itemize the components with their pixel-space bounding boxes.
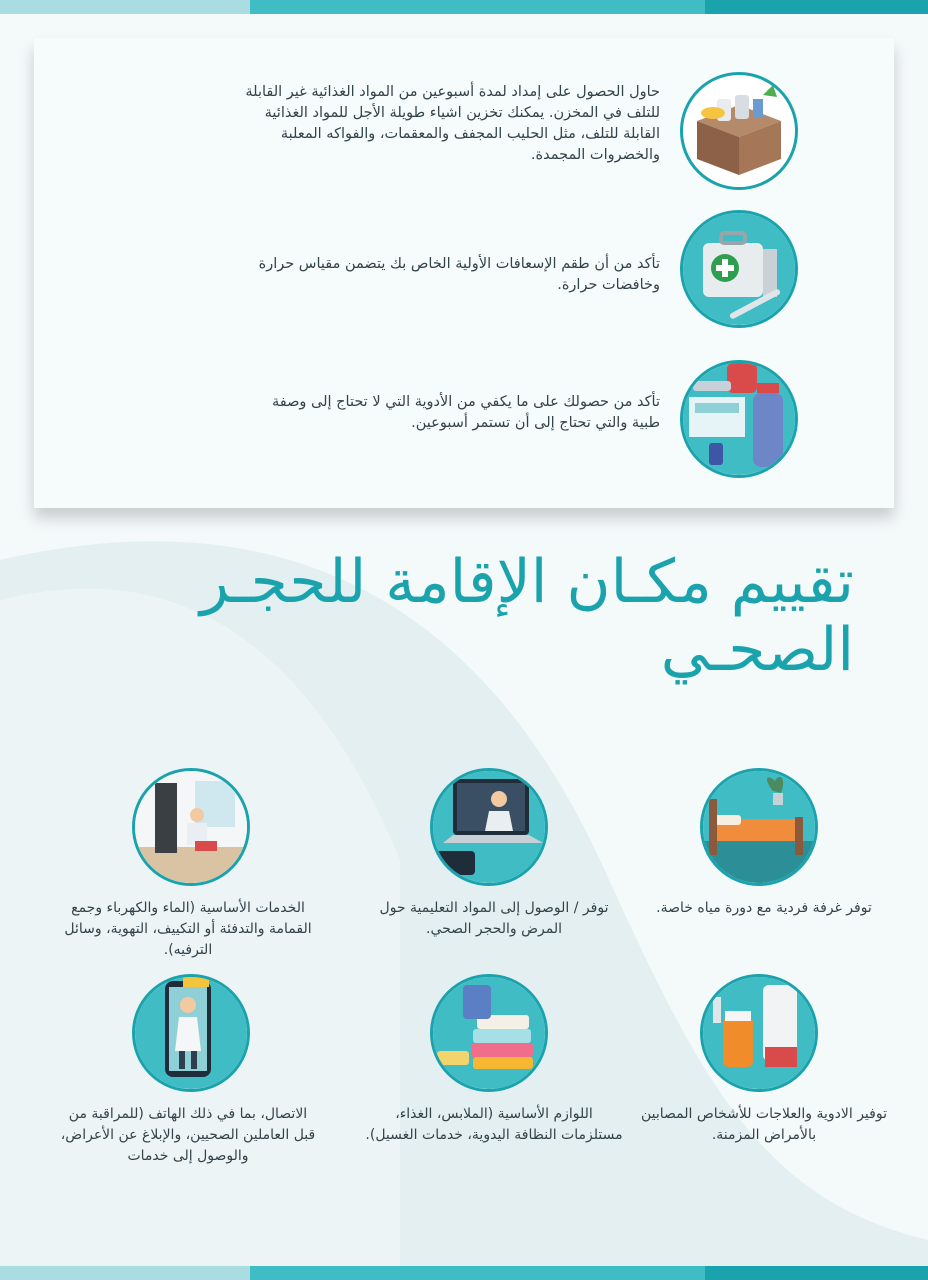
laptop-doctor-icon <box>430 768 548 886</box>
tip-text: تأكد من أن طقم الإسعافات الأولية الخاص بك يتضمن مقياس حرارة وخافضات حرارة. <box>258 256 660 293</box>
phone-doctor-icon <box>132 974 250 1092</box>
medicine-icon <box>680 360 798 478</box>
supplies-icon <box>430 974 548 1092</box>
tip-text: تأكد من حصولك على ما يكفي من الأدوية التي لا تحتاج إلى وصفة طبية والتي تحتاج إلى أن تستمر أسبوعين. <box>272 394 660 431</box>
tips-card <box>34 38 894 508</box>
bottom-stripe <box>0 1266 928 1280</box>
tip-text: حاول الحصول على إمداد لمدة أسبوعين من المواد الغذائية غير القابلة للتلف في المخزن. يمكنك تخزين اشياء طويلة الأجل للمواد الغذائية القابلة للتلف، مثل الحليب المجفف والمعقمات، والفواكه المعلبة والخضروات المجمدة. <box>245 84 660 163</box>
grocery-box-icon <box>680 72 798 190</box>
feature-text: توفير الادوية والعلاجات للأشخاص المصابين بالأمراض المزمنة. <box>641 1106 887 1143</box>
tip-medicine <box>34 360 894 490</box>
feature-text: توفر غرفة فردية مع دورة مياه خاصة. <box>656 900 872 916</box>
section-title: تقييم مكـان الإقامة للحجـر الصحـي <box>199 547 854 685</box>
first-aid-kit-icon <box>680 210 798 328</box>
feature-text: توفر / الوصول إلى المواد التعليمية حول المرض والحجر الصحي. <box>379 900 609 937</box>
tip-first-aid <box>34 210 894 340</box>
medication-bottles-icon <box>700 974 818 1092</box>
feature-text: اللوازم الأساسية (الملابس، الغذاء، مستلزمات النظافة اليدوية، خدمات الغسيل). <box>365 1106 623 1143</box>
tip-food-supply <box>34 72 894 202</box>
feature-text: الاتصال، بما في ذلك الهاتف (للمراقبة من قبل العاملين الصحيين، والإبلاغ عن الأعراض، والوصول إلى خدمات <box>60 1106 316 1164</box>
home-services-icon <box>132 768 250 886</box>
feature-text: الخدمات الأساسية (الماء والكهرباء وجمع القمامة والتدفئة أو التكييف، التهوية، وسائل الترفيه). <box>64 900 312 958</box>
bed-icon <box>700 768 818 886</box>
